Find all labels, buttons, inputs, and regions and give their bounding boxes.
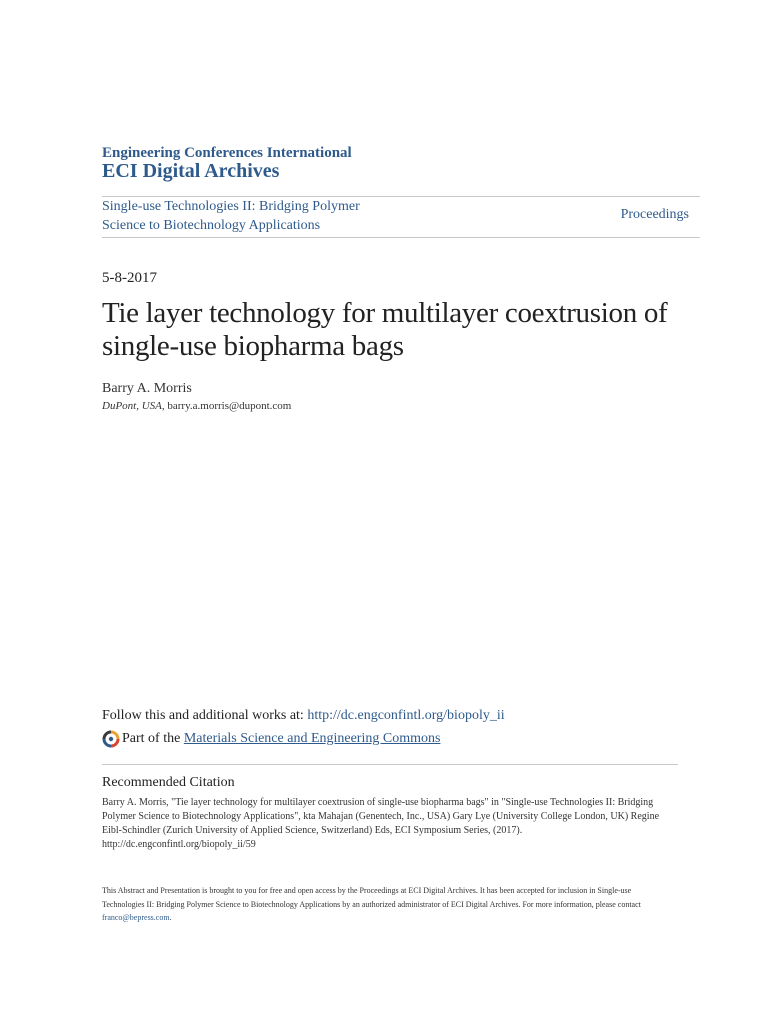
follow-url-link[interactable]: http://dc.engconfintl.org/biopoly_ii bbox=[307, 708, 505, 723]
author-affiliation bbox=[102, 400, 291, 412]
citation-text: Barry A. Morris, "Tie layer technology for multilayer coextrusion of single-use biopharma bags" in "Single-use Technologies II: Bridging Polymer Science to Biotechnology Applications", kta Mahajan (Genentech, Inc., USA) Gary Lye (University College London, UK) Regine Eibl-Schindler (Zurich University of Applied Science, Switzerland) Eds, ECI Symposium Series, (2017). http://dc.engconfintl.org/biopoly_ii/59 bbox=[102, 797, 660, 850]
contact-email-link[interactable]: franco@bepress.com bbox=[102, 913, 170, 922]
archive-name[interactable]: ECI Digital Archives bbox=[102, 160, 280, 182]
series-link[interactable]: Single-use Technologies II: Bridging Polymer Science to Biotechnology Applications bbox=[102, 199, 360, 233]
affiliation-org: DuPont, USA bbox=[102, 400, 162, 412]
author-name: Barry A. Morris bbox=[102, 381, 192, 396]
citation-heading: Recommended Citation bbox=[102, 775, 235, 790]
paper-title: Tie layer technology for multilayer coextrusion of single-use biopharma bags bbox=[102, 297, 668, 362]
commons-link[interactable]: Materials Science and Engineering Commons bbox=[183, 731, 441, 746]
follow-line bbox=[102, 708, 505, 724]
access-notice bbox=[102, 884, 672, 925]
part-of-line bbox=[102, 730, 440, 748]
org-name[interactable]: Engineering Conferences International bbox=[102, 145, 352, 161]
affiliation-email: , barry.a.morris@dupont.com bbox=[161, 400, 292, 412]
notice-text: This Abstract and Presentation is brought to you for free and open access by the Proceedings at ECI Digital Archives. It has been accepted for inclusion in Single-use Technologies II: Bridging Polymer Science to Biotechnology Applications by an authorized administrator of ECI Digital Archives. For more information, please contact bbox=[102, 886, 641, 909]
publication-date: 5-8-2017 bbox=[102, 270, 157, 286]
proceedings-link[interactable]: Proceedings bbox=[620, 207, 689, 222]
follow-prefix: Follow this and additional works at: bbox=[102, 708, 308, 723]
header-divider-bottom bbox=[102, 237, 700, 238]
notice-end: . bbox=[169, 913, 172, 922]
citation-divider bbox=[102, 764, 678, 765]
commons-network-icon bbox=[102, 730, 120, 748]
part-of-prefix: Part of the bbox=[122, 731, 181, 746]
